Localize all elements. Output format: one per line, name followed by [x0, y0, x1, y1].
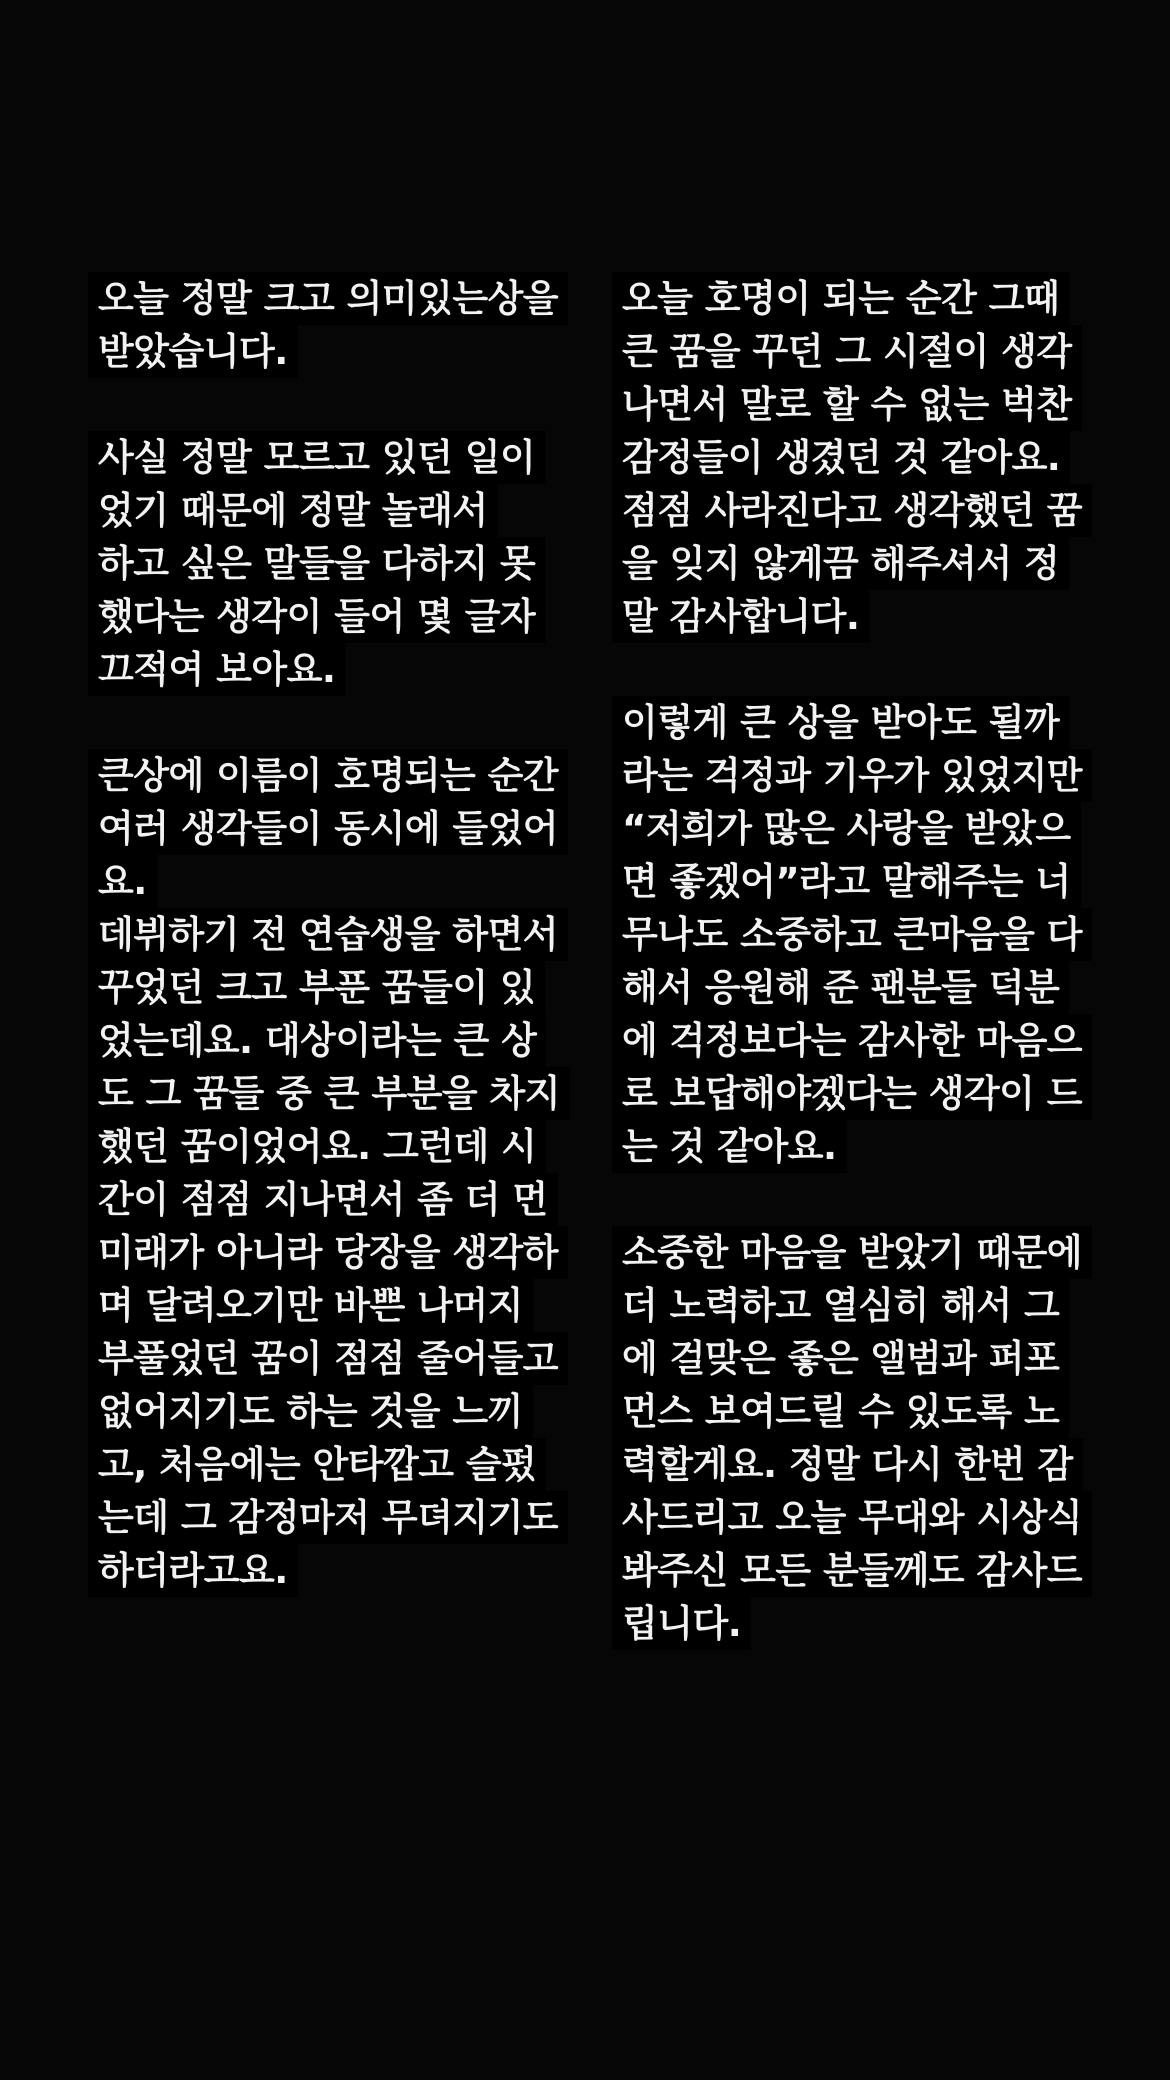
text-line: 립니다.: [612, 1597, 751, 1650]
text-line: 더 노력하고 열심히 해서 그: [612, 1279, 1069, 1332]
text-line: 는 것 같아요.: [612, 1120, 847, 1173]
text-line: 봐주신 모든 분들께도 감사드: [612, 1544, 1092, 1597]
text-line: “저희가 많은 사랑을 받았으: [612, 802, 1081, 855]
text-line: 하고 싶은 말들을 다하지 못: [88, 537, 545, 590]
text-line: 큰상에 이름이 호명되는 순간: [88, 749, 568, 802]
text-line: 했다는 생각이 들어 몇 글자: [88, 590, 545, 643]
paragraph: [88, 908, 570, 1597]
paragraph: [88, 431, 570, 696]
text-line: 점점 사라진다고 생각했던 꿈: [612, 484, 1092, 537]
paragraph: [88, 272, 570, 378]
text-line: 부풀었던 꿈이 점점 줄어들고: [88, 1332, 568, 1385]
paragraph: [88, 749, 570, 908]
right-text-column: [612, 272, 1092, 1650]
text-line: 고, 처음에는 안타깝고 슬펐: [88, 1438, 546, 1491]
text-line: 며 달려오기만 바쁜 나머지: [88, 1279, 533, 1332]
text-line: 꾸었던 크고 부푼 꿈들이 있: [88, 961, 545, 1014]
text-line: 오늘 호명이 되는 순간 그때: [612, 272, 1069, 325]
text-line: 오늘 정말 크고 의미있는상을: [88, 272, 568, 325]
text-line: 끄적여 보아요.: [88, 643, 345, 696]
text-line: 여러 생각들이 동시에 들었어: [88, 802, 568, 855]
text-line: 로 보답해야겠다는 생각이 드: [612, 1067, 1092, 1120]
text-line: 먼스 보여드릴 수 있도록 노: [612, 1385, 1069, 1438]
text-line: 해서 응원해 준 팬분들 덕분: [612, 961, 1069, 1014]
text-line: 었는데요. 대상이라는 큰 상: [88, 1014, 546, 1067]
text-line: 에 걱정보다는 감사한 마음으: [612, 1014, 1092, 1067]
paragraph: [612, 272, 1092, 643]
text-line: 을 잊지 않게끔 해주셔서 정: [612, 537, 1069, 590]
text-line: 무나도 소중하고 큰마음을 다: [612, 908, 1092, 961]
text-line: 이렇게 큰 상을 받아도 될까: [612, 696, 1069, 749]
text-line: 에 걸맞은 좋은 앨범과 퍼포: [612, 1332, 1069, 1385]
text-line: 는데 그 감정마저 무뎌지기도: [88, 1491, 568, 1544]
text-line: 도 그 꿈들 중 큰 부분을 차지: [88, 1067, 570, 1120]
text-line: 사실 정말 모르고 있던 일이: [88, 431, 545, 484]
text-line: 큰 꿈을 꾸던 그 시절이 생각: [612, 325, 1082, 378]
text-line: 없어지기도 하는 것을 느끼: [88, 1385, 533, 1438]
text-line: 했던 꿈이었어요. 그런데 시: [88, 1120, 546, 1173]
text-line: 데뷔하기 전 연습생을 하면서: [88, 908, 568, 961]
text-line: 사드리고 오늘 무대와 시상식: [612, 1491, 1092, 1544]
text-line: 말 감사합니다.: [612, 590, 869, 643]
text-line: 미래가 아니라 당장을 생각하: [88, 1226, 568, 1279]
text-line: 었기 때문에 정말 놀래서: [88, 484, 498, 537]
text-line: 감정들이 생겼던 것 같아요.: [612, 431, 1070, 484]
text-line: 면 좋겠어”라고 말해주는 너: [612, 855, 1081, 908]
text-line: 간이 점점 지나면서 좀 더 먼: [88, 1173, 558, 1226]
text-line: 받았습니다.: [88, 325, 298, 378]
text-line: 하더라고요.: [88, 1544, 298, 1597]
text-line: 요.: [88, 855, 157, 908]
text-line: 소중한 마음을 받았기 때문에: [612, 1226, 1092, 1279]
paragraph: [612, 696, 1092, 1173]
text-line: 력할게요. 정말 다시 한번 감: [612, 1438, 1083, 1491]
text-line: 나면서 말로 할 수 없는 벅찬: [612, 378, 1082, 431]
left-text-column: [88, 272, 570, 1597]
paragraph: [612, 1226, 1092, 1650]
text-line: 라는 걱정과 기우가 있었지만: [612, 749, 1092, 802]
